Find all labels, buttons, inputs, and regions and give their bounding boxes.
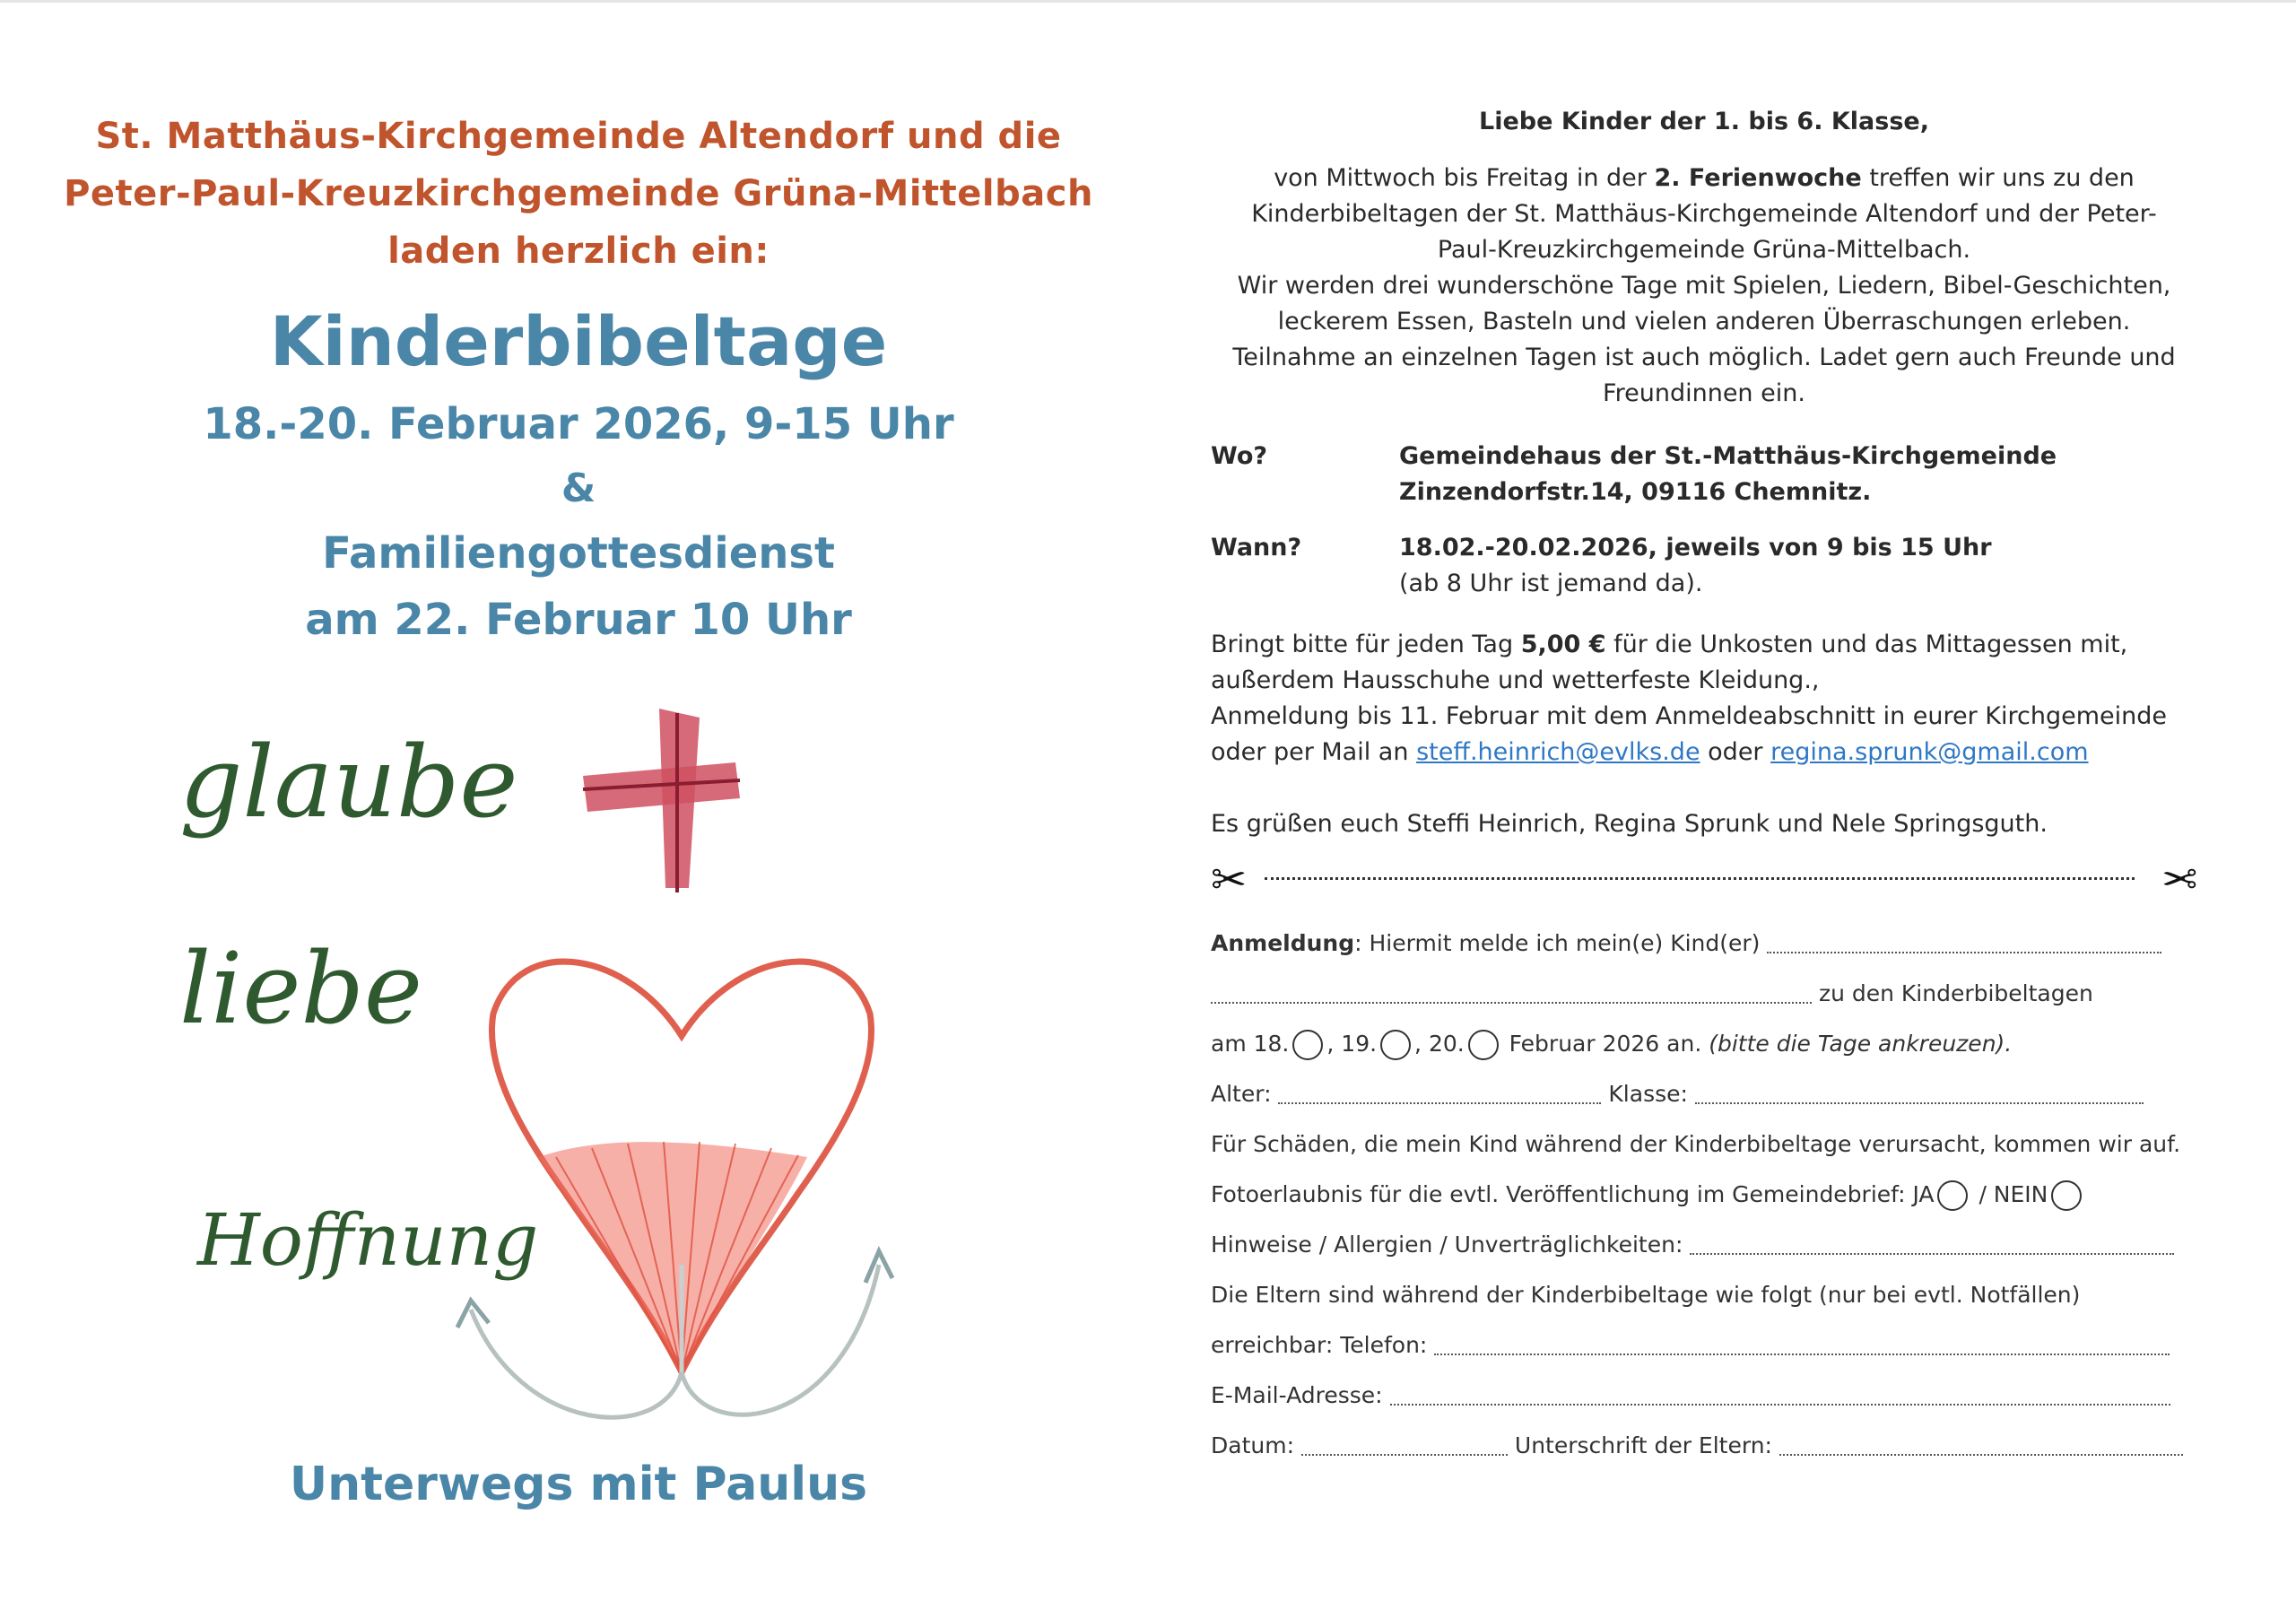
day-19-label: , 19. [1326, 1031, 1378, 1057]
scissors-right-icon: ✂ [2161, 855, 2197, 905]
bring-amount: 5,00 € [1520, 631, 1606, 658]
form-line-parents: Die Eltern sind während der Kinderbibeltage wie folgt (nur bei evtl. Notfällen) [1211, 1282, 2081, 1308]
service-date: am 22. Februar 10 Uhr [305, 595, 852, 645]
date-field[interactable] [1301, 1438, 1508, 1456]
cut-line [1211, 857, 2197, 911]
email-field[interactable] [1390, 1388, 2170, 1406]
day-18-label: am 18. [1211, 1031, 1290, 1057]
cut-dots [1265, 877, 2135, 880]
form-line-allergies [1211, 1220, 2197, 1270]
where-line-1: Gemeindehaus der St.-Matthäus-Kirchgemeinde [1399, 442, 2057, 470]
date-label: Datum: [1211, 1432, 1294, 1458]
signature-label: Unterschrift der Eltern: [1514, 1432, 1772, 1458]
class-label: Klasse: [1608, 1081, 1688, 1107]
where-line-2: Zinzendorfstr.14, 09116 Chemnitz. [1399, 478, 1872, 506]
photo-no-checkbox[interactable] [2051, 1180, 2082, 1211]
right-panel [1211, 108, 2197, 1471]
bring-line-1 [1211, 627, 2197, 663]
faith-love-hope-illustration [161, 691, 969, 1444]
form-line-liability: Für Schäden, die mein Kind während der Kinderbibeltage verursacht, kommen wir auf. [1211, 1131, 2181, 1157]
form-line-phone [1211, 1320, 2197, 1371]
class-field[interactable] [1695, 1086, 2144, 1104]
intro-part-1: von Mittwoch bis Freitag in der [1274, 164, 1647, 192]
regards: Es grüßen euch Steffi Heinrich, Regina Sprunk und Nele Springsguth. [1211, 810, 2048, 838]
motto: Unterwegs mit Paulus [289, 1458, 868, 1511]
scissors-left-icon: ✂ [1211, 855, 1248, 905]
mail-prefix: oder per Mail an [1211, 738, 1409, 766]
zu-den-text: zu den Kinderbibeltagen [1818, 980, 2093, 1006]
intro-part-2: treffen wir uns zu den [1869, 164, 2135, 192]
form-line-age [1211, 1069, 2197, 1119]
when-line-1: 18.02.-20.02.2026, jeweils von 9 bis 15 Uhr [1399, 534, 1992, 561]
intro-line-7: Freundinnen ein. [1603, 379, 1805, 407]
email-label: E-Mail-Adresse: [1211, 1382, 1383, 1408]
intro-line-6: Teilnahme an einzelnen Tagen ist auch möglich. Ladet gern auch Freunde und [1232, 344, 2176, 371]
event-info [1211, 439, 2197, 602]
form-line-days [1211, 1019, 2197, 1069]
service-title: Familiengottesdienst [322, 528, 835, 579]
age-field[interactable] [1278, 1086, 1601, 1104]
left-panel [54, 108, 1103, 653]
intro-line-2: Kinderbibeltagen der St. Matthäus-Kirchgemeinde Altendorf und der Peter- [1251, 200, 2157, 228]
word-hoffnung: Hoffnung [197, 1198, 539, 1282]
child-name-field-2[interactable] [1211, 986, 1812, 1004]
email-link-sprunk[interactable]: regina.sprunk@gmail.com [1770, 738, 2089, 766]
where-label: Wo? [1211, 442, 1268, 470]
bring-part-1: Bringt bitte für jeden Tag [1211, 631, 1514, 658]
top-border [0, 0, 2296, 3]
where-value [1399, 439, 2057, 510]
intro-bold: 2. Ferienwoche [1654, 164, 1862, 192]
february-text: Februar 2026 an. [1509, 1031, 1702, 1057]
photo-yes-checkbox[interactable] [1937, 1180, 1968, 1211]
host-line-2: Peter-Paul-Kreuzkirchgemeinde Grüna-Mittelbach [64, 173, 1093, 214]
event-title: Kinderbibeltage [269, 301, 888, 381]
registration-form [1211, 918, 2197, 1471]
child-name-field[interactable] [1767, 936, 2161, 953]
form-line-email [1211, 1371, 2197, 1421]
signature-field[interactable] [1779, 1438, 2183, 1456]
word-glaube: glaube [179, 725, 518, 840]
when-row [1211, 530, 2197, 602]
when-value [1399, 530, 1992, 602]
where-row [1211, 439, 2197, 510]
form-line-photo [1211, 1170, 2197, 1220]
bring-part-2: für die Unkosten und das Mittagessen mit, [1613, 631, 2128, 658]
cross-icon [583, 709, 740, 892]
host-line-3: laden herzlich ein: [387, 231, 770, 272]
bring-line-2: außerdem Hausschuhe und wetterfeste Kleidung., [1211, 666, 1820, 694]
day-18-checkbox[interactable] [1292, 1030, 1323, 1060]
photo-consent-label: Fotoerlaubnis für die evtl. Veröffentlichung im Gemeindebrief: JA [1211, 1181, 1935, 1207]
mail-or: oder [1708, 738, 1763, 766]
phone-label: erreichbar: Telefon: [1211, 1332, 1428, 1358]
allergies-field[interactable] [1690, 1237, 2174, 1255]
bring-line-3: Anmeldung bis 11. Februar mit dem Anmeldeabschnitt in eurer Kirchgemeinde [1211, 702, 2167, 730]
age-label: Alter: [1211, 1081, 1272, 1107]
greeting: Liebe Kinder der 1. bis 6. Klasse, [1479, 108, 1929, 135]
bring-info [1211, 627, 2197, 770]
when-line-2: (ab 8 Uhr ist jemand da). [1399, 570, 1703, 597]
day-20-label: , 20. [1414, 1031, 1465, 1057]
when-label: Wann? [1211, 534, 1302, 561]
form-line-zu-den [1211, 969, 2197, 1019]
word-liebe: liebe [179, 931, 422, 1046]
anmeldung-text: : Hiermit melde ich mein(e) Kind(er) [1354, 930, 1761, 956]
intro-line-4: Wir werden drei wunderschöne Tage mit Spielen, Liedern, Bibel-Geschichten, [1237, 272, 2171, 300]
bring-line-4 [1211, 735, 2197, 770]
phone-field[interactable] [1434, 1337, 2170, 1355]
day-20-checkbox[interactable] [1468, 1030, 1499, 1060]
intro-text [1211, 161, 2197, 412]
ampersand: & [561, 466, 596, 511]
host-line-1: St. Matthäus-Kirchgemeinde Altendorf und die [95, 116, 1062, 157]
day-19-checkbox[interactable] [1380, 1030, 1411, 1060]
photo-no-label: / NEIN [1979, 1181, 2048, 1207]
tick-hint: (bitte die Tage ankreuzen). [1709, 1031, 2013, 1057]
form-line-signature [1211, 1421, 2197, 1471]
intro-line-3: Paul-Kreuzkirchgemeinde Grüna-Mittelbach. [1437, 236, 1971, 264]
anmeldung-label: Anmeldung [1211, 930, 1355, 956]
intro-line-5: leckerem Essen, Basteln und vielen anderen Überraschungen erleben. [1277, 308, 2131, 335]
email-link-heinrich[interactable]: steff.heinrich@evlks.de [1416, 738, 1700, 766]
intro-line-1 [1211, 161, 2197, 196]
allergies-label: Hinweise / Allergien / Unverträglichkeiten: [1211, 1232, 1683, 1258]
event-dates: 18.-20. Februar 2026, 9-15 Uhr [203, 399, 954, 449]
form-line-anmeldung [1211, 918, 2197, 969]
